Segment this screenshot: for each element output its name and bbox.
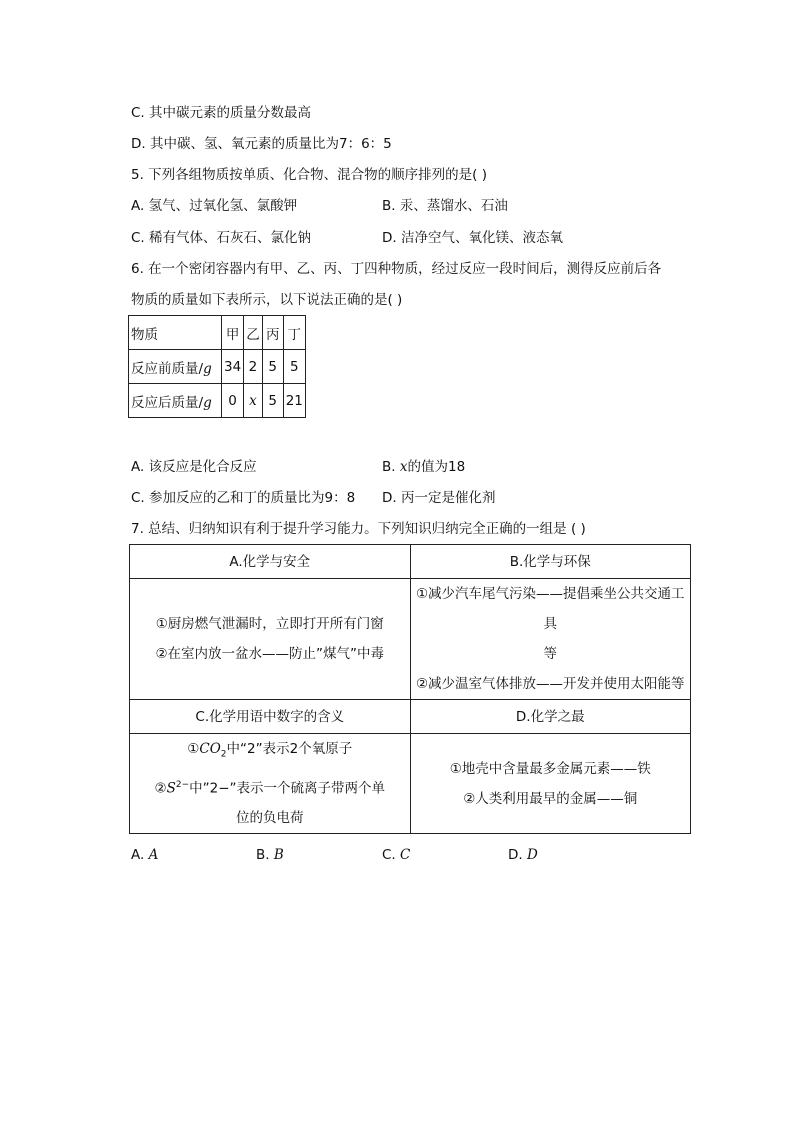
q7-option-b: B. B bbox=[256, 847, 284, 863]
table-header-cell: 甲 bbox=[222, 316, 244, 350]
cell-d-body bbox=[410, 734, 691, 834]
cell-b-body bbox=[410, 579, 691, 700]
table-cell: 5 bbox=[262, 384, 283, 418]
cell-c-item-1: $①CO_2$中“2”表示2个氧原子 bbox=[187, 741, 353, 760]
table-cell: 2 bbox=[244, 350, 263, 384]
cell-d-item-1: ①地壳中含量最多金属元素——铁 bbox=[449, 760, 651, 777]
cell-b-item-1: ①减少汽车尾气污染——提倡乘坐公共交通工具 bbox=[415, 586, 685, 632]
table-cell: 5 bbox=[262, 350, 283, 384]
table-cell: 5 bbox=[283, 350, 305, 384]
q7-option-a: A. A bbox=[131, 847, 159, 863]
table-row bbox=[129, 350, 306, 384]
q5-stem: 5. 下列各组物质按单质、化合物、混合物的顺序排列的是( ) bbox=[131, 167, 487, 183]
cell-c-title: C.化学用语中数字的含义 bbox=[130, 700, 411, 734]
table-cell-unknown-x: x bbox=[244, 384, 263, 418]
table-cell: 0 bbox=[222, 384, 244, 418]
table-row bbox=[129, 384, 306, 418]
table-header-cell: 物质 bbox=[129, 316, 222, 350]
q6-option-d: D. 丙一定是催化剂 bbox=[382, 490, 496, 506]
cell-b-item-1-cont: 等 bbox=[543, 646, 557, 662]
table-header-cell: 乙 bbox=[244, 316, 263, 350]
q5-option-c: C. 稀有气体、石灰石、氯化钠 bbox=[131, 230, 312, 246]
q7-option-c: C. C bbox=[382, 847, 411, 863]
cell-a-body bbox=[130, 579, 411, 700]
cell-a-item-2: ②在室内放一盆水——防止”煤气”中毒 bbox=[155, 646, 385, 662]
q6-mass-table bbox=[128, 315, 306, 418]
cell-c-item-2: $②S^{2-}$中”2−”表示一个硫离子带两个单 bbox=[154, 779, 386, 797]
q6-stem-line1: 6. 在一个密闭容器内有甲、乙、丙、丁四种物质，经过反应一段时间后，测得反应前后各 bbox=[131, 261, 662, 277]
q4-option-d: D. 其中碳、氢、氧元素的质量比为7：6：5 bbox=[131, 136, 392, 152]
cell-a-item-1: ①厨房燃气泄漏时，立即打开所有门窗 bbox=[155, 616, 384, 632]
q7-stem: 7. 总结、归纳知识有利于提升学习能力。下列知识归纳完全正确的一组是 ( ) bbox=[131, 521, 586, 537]
q5-option-b: B. 汞、蒸馏水、石油 bbox=[382, 198, 508, 214]
q6-option-b: B. x的值为18 bbox=[382, 459, 466, 475]
cell-b-title: B.化学与环保 bbox=[410, 545, 691, 579]
table-header-cell: 丙 bbox=[262, 316, 283, 350]
table-row bbox=[130, 700, 691, 734]
table-header-cell: 丁 bbox=[283, 316, 305, 350]
table-cell: 21 bbox=[283, 384, 305, 418]
table-cell: 34 bbox=[222, 350, 244, 384]
q5-option-d: D. 洁净空气、氧化镁、液态氧 bbox=[382, 230, 563, 246]
table-row-label: 反应前质量/g bbox=[129, 350, 222, 384]
q4-option-c: C. 其中碳元素的质量分数最高 bbox=[131, 105, 312, 121]
cell-c-item-2-cont: 位的负电荷 bbox=[236, 810, 304, 827]
cell-d-title: D.化学之最 bbox=[410, 700, 691, 734]
cell-c-body bbox=[130, 734, 411, 834]
q7-knowledge-table bbox=[129, 544, 691, 834]
cell-b-item-2: ②减少温室气体排放——开发并使用太阳能等 bbox=[415, 676, 685, 692]
q6-option-a: A. 该反应是化合反应 bbox=[131, 459, 257, 475]
q6-stem-line2: 物质的质量如下表所示，以下说法正确的是( ) bbox=[131, 292, 403, 308]
q7-option-d: D. D bbox=[508, 847, 538, 863]
q6-option-c: C. 参加反应的乙和丁的质量比为9：8 bbox=[131, 490, 356, 506]
table-row-label: 反应后质量/g bbox=[129, 384, 222, 418]
cell-a-title: A.化学与安全 bbox=[130, 545, 411, 579]
table-row bbox=[130, 545, 691, 579]
table-row bbox=[129, 316, 306, 350]
table-row bbox=[130, 579, 691, 700]
table-row bbox=[130, 734, 691, 834]
q5-option-a: A. 氢气、过氧化氢、氯酸钾 bbox=[131, 198, 298, 214]
cell-d-item-2: ②人类利用最早的金属——铜 bbox=[463, 790, 638, 807]
